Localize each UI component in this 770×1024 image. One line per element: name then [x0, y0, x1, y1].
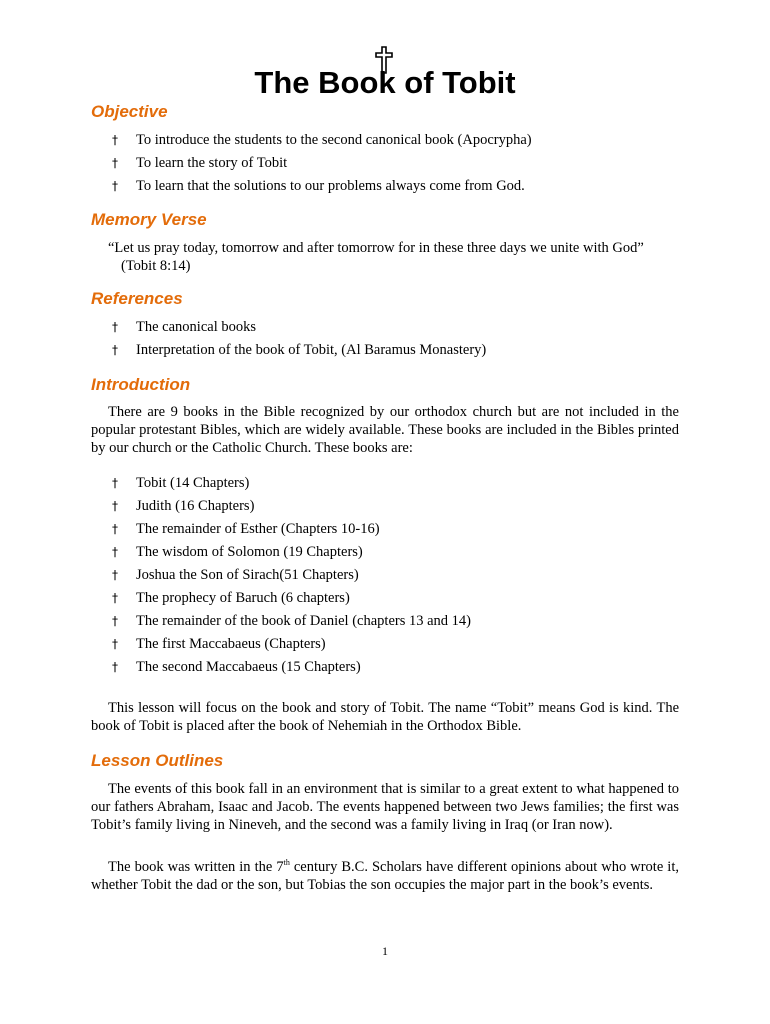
cross-bullet-icon: † — [112, 637, 118, 651]
list-item: † To learn that the solutions to our problems always come from God. — [112, 178, 525, 194]
lesson-outlines-paragraph-2: The book was written in the 7th century B.C. Scholars have different opinions about who wrote it, whether Tobit the dad or the son, but Tobias the son occupies the major part in the book’s events. — [91, 858, 679, 893]
list-item: † Judith (16 Chapters) — [112, 498, 255, 514]
cross-bullet-icon: † — [112, 133, 118, 147]
lesson-outlines-heading: Lesson Outlines — [91, 751, 224, 770]
cross-bullet-icon: † — [112, 476, 118, 490]
cross-bullet-icon: † — [112, 156, 118, 170]
cross-bullet-icon: † — [112, 614, 118, 628]
list-item: † The prophecy of Baruch (6 chapters) — [112, 590, 350, 606]
cross-bullet-icon: † — [112, 568, 118, 582]
references-heading: References — [91, 289, 183, 308]
memory-verse-citation: (Tobit 8:14) — [121, 258, 191, 274]
objective-list — [112, 131, 532, 200]
memory-verse-quote: “Let us pray today, tomorrow and after tomorrow for in these three days we unite with God” — [108, 240, 644, 256]
memory-verse-heading: Memory Verse — [91, 210, 207, 229]
cross-bullet-icon: † — [112, 499, 118, 513]
list-item: † Joshua the Son of Sirach(51 Chapters) — [112, 567, 359, 583]
lesson-outlines-paragraph: The events of this book fall in an environment that is similar to a great extent to what happened to our fathers Abraham, Isaac and Jacob. The events happened between two Jews families; the first was Tobit’s family living in Nineveh, and the second was a family living in Iraq (or Iran now). — [91, 781, 679, 833]
cross-bullet-icon: † — [112, 320, 118, 334]
references-list — [112, 318, 486, 364]
list-item: † The remainder of Esther (Chapters 10-16) — [112, 521, 380, 537]
introduction-heading: Introduction — [91, 375, 191, 394]
memory-verse-text — [108, 239, 688, 275]
cross-bullet-icon: † — [112, 545, 118, 559]
list-item: † The second Maccabaeus (15 Chapters) — [112, 659, 361, 675]
list-item: † To learn the story of Tobit — [112, 155, 288, 171]
books-list — [112, 474, 471, 681]
list-item: † The remainder of the book of Daniel (chapters 13 and 14) — [112, 613, 471, 629]
list-item: † Tobit (14 Chapters) — [112, 475, 250, 491]
page-number: 1 — [382, 944, 388, 958]
cross-bullet-icon: † — [112, 591, 118, 605]
list-item: † The first Maccabaeus (Chapters) — [112, 636, 326, 652]
list-item: † The wisdom of Solomon (19 Chapters) — [112, 544, 363, 560]
list-item: † To introduce the students to the second canonical book (Apocrypha) — [112, 132, 532, 148]
list-item: † Interpretation of the book of Tobit, (Al Baramus Monastery) — [112, 342, 487, 358]
objective-heading: Objective — [91, 102, 168, 121]
cross-bullet-icon: † — [112, 522, 118, 536]
list-item: † The canonical books — [112, 319, 256, 335]
introduction-paragraph: There are 9 books in the Bible recognized by our orthodox church but are not included in the popular protestant Bibles, which are widely available. These books are included in the Bibles printed by our church or the Catholic Church. These books are: — [91, 404, 679, 456]
cross-bullet-icon: † — [112, 660, 118, 674]
cross-bullet-icon: † — [112, 343, 118, 357]
page-title: The Book of Tobit — [254, 65, 516, 100]
cross-bullet-icon: † — [112, 179, 118, 193]
introduction-closing-paragraph: This lesson will focus on the book and story of Tobit. The name “Tobit” means God is kind. The book of Tobit is placed after the book of Nehemiah in the Orthodox Bible. — [91, 700, 679, 734]
